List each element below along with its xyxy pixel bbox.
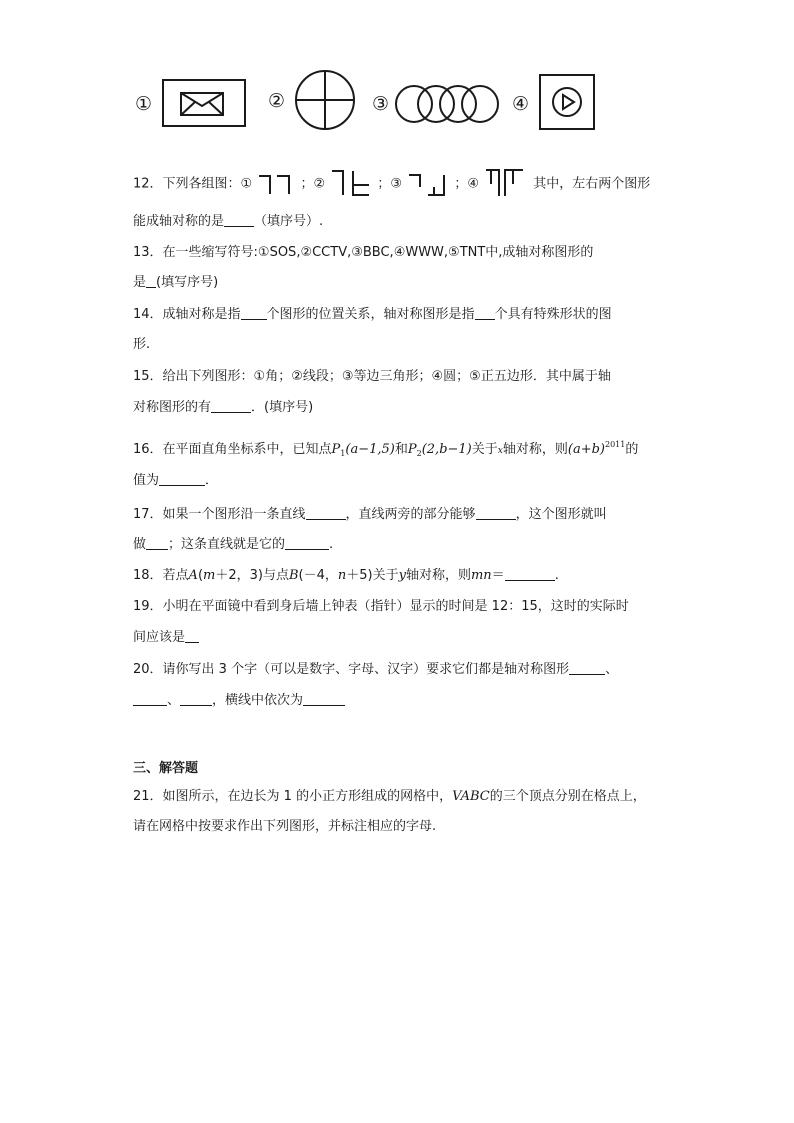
glyph-pair-4-icon: [483, 166, 529, 202]
answer-blank[interactable]: [285, 537, 329, 550]
answer-blank[interactable]: [505, 568, 555, 581]
answer-blank[interactable]: [185, 630, 199, 643]
four-rings-icon: [394, 84, 500, 124]
answer-blank[interactable]: [476, 507, 516, 520]
question-12-line-1: 12．下列各组图：① ；② ；③ ；④ 其中，左右两个图形: [133, 166, 650, 202]
envelope-icon: [162, 79, 246, 127]
circle-cross-icon: [294, 69, 356, 131]
glyph-pair-3-icon: [406, 169, 450, 199]
question-14-line-1: 14．成轴对称是指 个图形的位置关系，轴对称图形是指 个具有特殊形状的图: [133, 307, 612, 322]
answer-blank[interactable]: [146, 275, 156, 288]
answer-blank[interactable]: [241, 307, 267, 320]
figure-label-3: ③: [372, 93, 390, 115]
question-21-line-2: 请在网格中按要求作出下列图形，并标注相应的字母.: [133, 819, 437, 834]
question-12-line-2: 能成轴对称的是 （填序号）.: [133, 214, 324, 229]
answer-blank[interactable]: [224, 214, 254, 227]
question-21-line-1: 21．如图所示，在边长为 1 的小正方形组成的网格中，VABC的三个顶点分别在格点上，: [133, 789, 646, 804]
answer-blank[interactable]: [146, 537, 168, 550]
play-icon: [539, 74, 595, 130]
glyph-pair-2-icon: [329, 167, 373, 201]
question-20-line-2: 、 ，横线中依次为: [133, 692, 345, 710]
figure-label-1: ①: [135, 93, 153, 115]
answer-blank[interactable]: [475, 307, 495, 320]
question-19-line-2: 间应该是: [133, 629, 199, 647]
figure-label-4: ④: [512, 93, 530, 115]
figure-label-2: ②: [268, 90, 286, 112]
answer-blank[interactable]: [569, 662, 605, 675]
question-20-line-1: 20．请你写出 3 个字（可以是数字、字母、汉字）要求它们都是轴对称图形 、: [133, 662, 619, 677]
answer-blank[interactable]: [159, 473, 205, 486]
question-19-line-1: 19．小明在平面镜中看到身后墙上钟表（指针）显示的时间是 12：15，这时的实际时: [133, 599, 629, 614]
question-13-line-2: 是 (填写序号): [133, 275, 219, 290]
answer-blank[interactable]: [133, 693, 167, 706]
question-14-line-2: 形.: [133, 337, 151, 352]
question-16-line-1: 16．在平面直角坐标系中，已知点$P_1(a-1,5)$和$P_2(2,b-1)$关于x轴对称，则$(a+b)^{2011}$的: [133, 440, 639, 458]
question-17-line-2: 做 ；这条直线就是它的 .: [133, 537, 334, 552]
question-16-line-2: 值为 ．: [133, 473, 219, 488]
glyph-pair-1-icon: [256, 172, 296, 196]
question-13-line-1: 13．在一些缩写符号:①SOS,②CCTV,③BBC,④WWW,⑤TNT中,成轴对称图形的: [133, 245, 594, 260]
question-15-line-1: 15．给出下列图形：①角；②线段；③等边三角形；④圆；⑤正五边形．其中属于轴: [133, 369, 611, 384]
section-title: 三、解答题: [133, 761, 199, 776]
answer-blank[interactable]: [306, 507, 346, 520]
question-17-line-1: 17．如果一个图形沿一条直线 ，直线两旁的部分能够 ，这个图形就叫: [133, 507, 607, 522]
answer-blank[interactable]: [303, 693, 345, 706]
question-15-line-2: 对称图形的有 ．(填序号): [133, 400, 314, 415]
answer-blank[interactable]: [180, 693, 212, 706]
question-18-line-1: 18．若点A(m＋2，3)与点B(－4，n＋5)关于y轴对称，则mn＝ .: [133, 568, 559, 583]
answer-blank[interactable]: [211, 400, 251, 413]
